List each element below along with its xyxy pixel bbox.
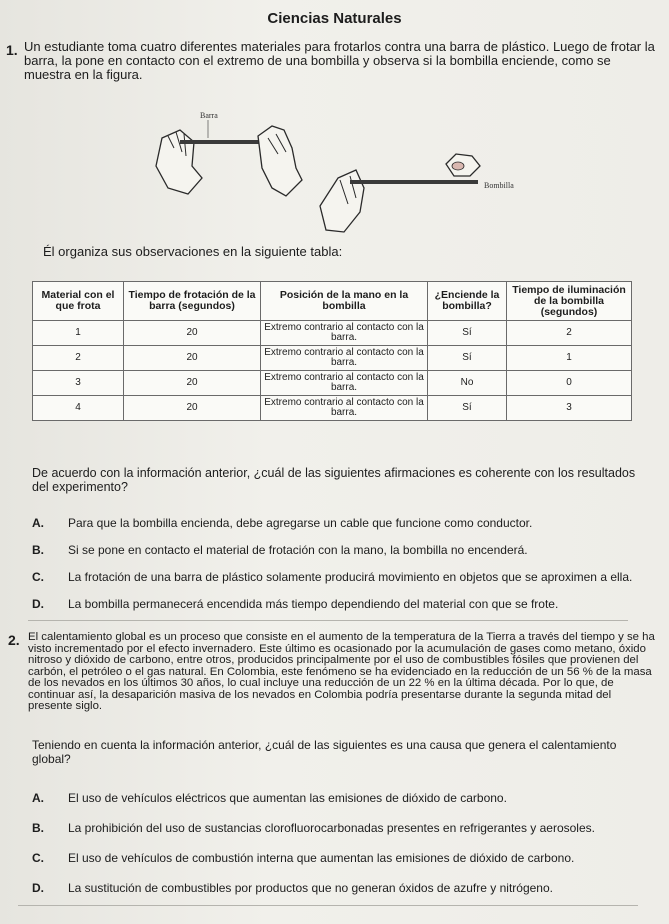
page-title: Ciencias Naturales — [267, 10, 402, 27]
cell-light-time: 1 — [507, 346, 632, 371]
option-letter: C. — [32, 851, 44, 865]
question-2-prompt: Teniendo en cuenta la información anterior, ¿cuál de las siguientes es una causa que genera el calentamiento global? — [32, 738, 617, 766]
cell-material: 4 — [33, 396, 124, 421]
option-text: La bombilla permanecerá encendida más tiempo dependiendo del material con que se frote. — [68, 597, 559, 611]
option-letter: A. — [32, 516, 44, 530]
cell-rub-time: 20 — [124, 321, 261, 346]
question-2-text: El calentamiento global es un proceso que consiste en el aumento de la temperatura de la Tierra a través del tiempo y se ha visto incrementado por el efecto invernadero. Este último es ocasionado por la acumulación de gases como metano, óxido nitroso y dióxido de carbono, entre otros, producidos principalmente por el uso de combustibles fósiles que provienen del carbón, el petróleo o el gas natural. En Colombia, este fenómeno se ha evidenciado en la reducción de un 56 % de la masa de los nevados en los últimos 30 años, lo cual incluye una reducción de un 22 % en la última década. Por lo que, de continuar así, la desaparición masiva de los nevados en Colombia podría presentarse durante la segunda mitad del presente siglo. — [28, 631, 655, 712]
table-header-row — [33, 282, 632, 321]
observations-table — [32, 281, 632, 421]
section-divider — [28, 620, 628, 621]
cell-light-time: 2 — [507, 321, 632, 346]
q1-option-d[interactable] — [32, 597, 558, 611]
option-text: Para que la bombilla encienda, debe agregarse un cable que funcione como conductor. — [68, 516, 533, 530]
option-text: El uso de vehículos de combustión interna que aumentan las emisiones de dióxido de carbono. — [68, 851, 575, 865]
cell-hand-position: Extremo contrario al contacto con la barra. — [261, 346, 428, 371]
bulb-illustration — [446, 154, 480, 176]
option-letter: B. — [32, 821, 44, 835]
option-letter: B. — [32, 543, 44, 557]
option-text: La frotación de una barra de plástico solamente producirá movimiento en objetos que se aproximen a ella. — [68, 570, 633, 584]
bulb-label: Bombilla — [484, 181, 514, 190]
option-letter: A. — [32, 791, 44, 805]
option-text: La prohibición del uso de sustancias clorofluorocarbonadas presentes en refrigerantes y aerosoles. — [68, 821, 595, 835]
question-1-prompt: De acuerdo con la información anterior, ¿cuál de las siguientes afirmaciones es coherente con los resultados del experimento? — [32, 466, 636, 494]
option-letter: D. — [32, 881, 44, 895]
experiment-figure — [150, 108, 530, 238]
q1-option-c[interactable] — [32, 570, 632, 584]
rubbing-hand-illustration — [258, 126, 302, 196]
table-row — [33, 371, 632, 396]
header-light-time: Tiempo de iluminación de la bombilla (segundos) — [507, 282, 632, 321]
cell-light-time: 3 — [507, 396, 632, 421]
cell-hand-position: Extremo contrario al contacto con la barra. — [261, 371, 428, 396]
cell-lights-up: Sí — [428, 396, 507, 421]
cell-light-time: 0 — [507, 371, 632, 396]
table-row — [33, 346, 632, 371]
option-text: La sustitución de combustibles por productos que no generan óxidos de azufre y nitrógeno. — [68, 881, 553, 895]
option-text: Si se pone en contacto el material de frotación con la mano, la bombilla no encenderá. — [68, 543, 528, 557]
q1-option-b[interactable] — [32, 543, 528, 557]
option-text: El uso de vehículos eléctricos que aumentan las emisiones de dióxido de carbono. — [68, 791, 507, 805]
question-1-number: 1. — [6, 42, 18, 58]
cell-lights-up: No — [428, 371, 507, 396]
cell-material: 2 — [33, 346, 124, 371]
table-row — [33, 321, 632, 346]
cell-lights-up: Sí — [428, 321, 507, 346]
left-hand-illustration — [156, 130, 202, 194]
cell-lights-up: Sí — [428, 346, 507, 371]
bar-label: Barra — [200, 111, 218, 120]
header-material: Material con el que frota — [33, 282, 124, 321]
right-hand-illustration — [320, 170, 364, 232]
cell-hand-position: Extremo contrario al contacto con la barra. — [261, 321, 428, 346]
table-row — [33, 396, 632, 421]
option-letter: C. — [32, 570, 44, 584]
question-1-text: Un estudiante toma cuatro diferentes materiales para frotarlos contra una barra de plástico. Luego de frotar la barra, la pone en contacto con el extremo de una bombilla y observa si la bombilla enciende, como se muestra en la figura. — [24, 39, 655, 82]
table-intro: Él organiza sus observaciones en la siguiente tabla: — [43, 244, 343, 259]
option-letter: D. — [32, 597, 44, 611]
q2-option-a[interactable] — [32, 791, 507, 805]
header-lights-up: ¿Enciende la bombilla? — [428, 282, 507, 321]
header-rub-time: Tiempo de frotación de la barra (segundos) — [124, 282, 261, 321]
question-2-number: 2. — [8, 632, 20, 648]
header-hand-position: Posición de la mano en la bombilla — [261, 282, 428, 321]
cell-material: 1 — [33, 321, 124, 346]
cell-material: 3 — [33, 371, 124, 396]
q2-option-c[interactable] — [32, 851, 574, 865]
bottom-divider — [18, 905, 638, 906]
cell-rub-time: 20 — [124, 396, 261, 421]
cell-hand-position: Extremo contrario al contacto con la barra. — [261, 396, 428, 421]
q2-option-d[interactable] — [32, 881, 553, 895]
q2-option-b[interactable] — [32, 821, 595, 835]
cell-rub-time: 20 — [124, 371, 261, 396]
cell-rub-time: 20 — [124, 346, 261, 371]
q1-option-a[interactable] — [32, 516, 532, 530]
